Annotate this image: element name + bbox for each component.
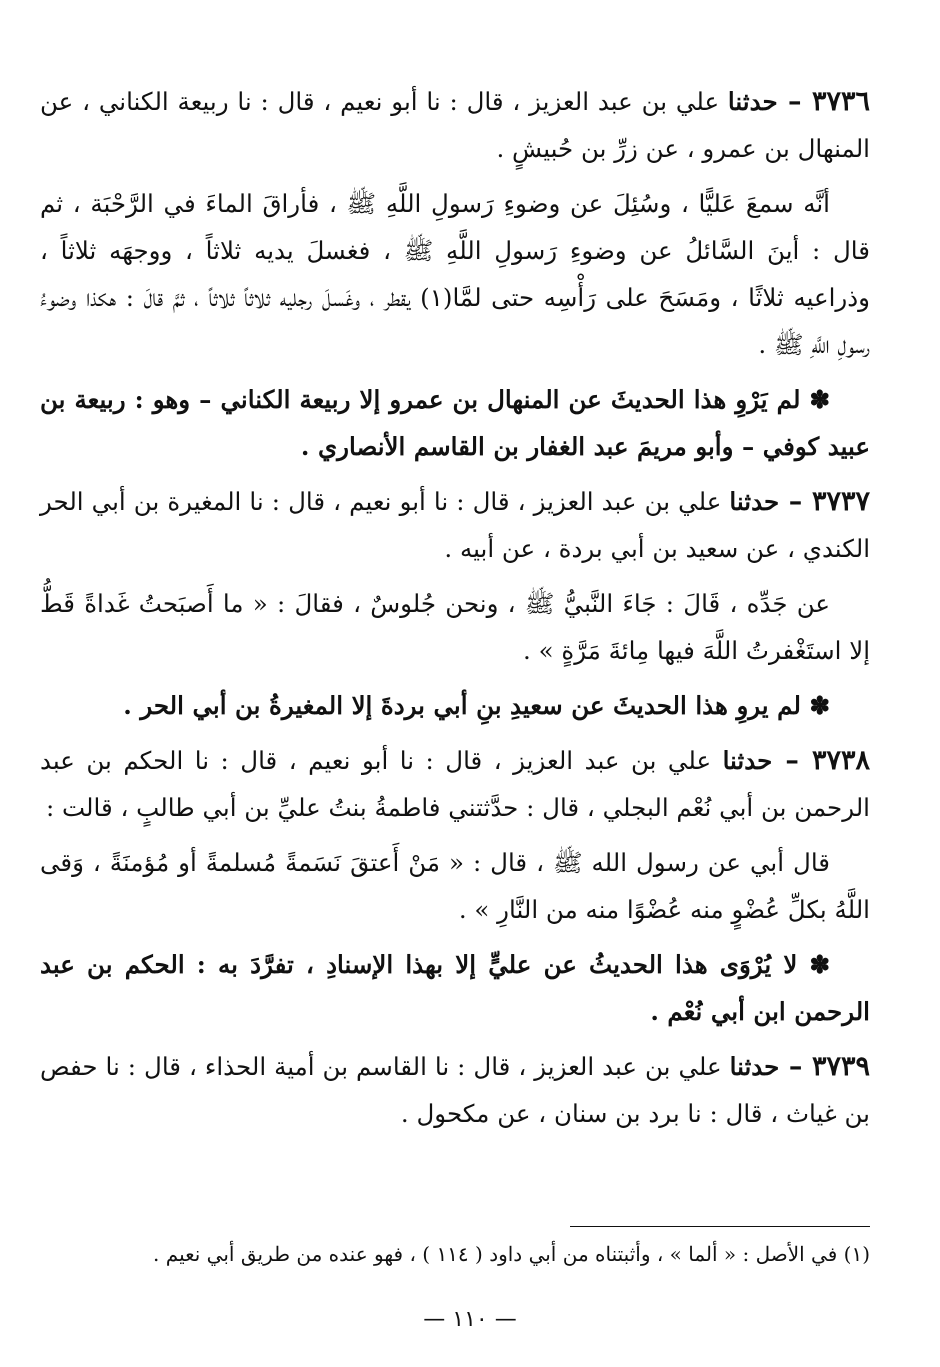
hadith-isnad: ٣٧٣٧ – حدثنا علي بن عبد العزيز ، قال : نا أبو نعيم ، قال : نا المغيرة بن أبي الحر الكندي ، عن سعيد بن أبي بردة ، عن أبيه . bbox=[40, 486, 870, 563]
hadith-isnad-text: علي بن عبد العزيز ، قال : نا أبو نعيم ، قال : نا الحكم بن عبد الرحمن بن أبي نُعْم البجلي ، قال : حدَّثتني فاطمةُ بنتُ عليِّ بن أبي طالبٍ ، قالت : bbox=[40, 746, 870, 822]
hadith-isnad-text: علي بن عبد العزيز ، قال : نا أبو نعيم ، قال : نا المغيرة بن أبي الحر الكندي ، عن سعيد بن أبي بردة ، عن أبيه . bbox=[40, 487, 870, 563]
hadith-commentary: ✽ لا يُرْوَى هذا الحديثُ عن عليٍّ إلا بهذا الإسنادِ ، تفرَّدَ به : الحكم بن عبد الرحمن ابن أبي نُعْم . bbox=[40, 950, 870, 1026]
hadith-isnad-text: علي بن عبد العزيز ، قال : نا أبو نعيم ، قال : نا ربيعة الكناني ، عن المنهال بن عمرو ، عن زرِّ بن حُبيشٍ . bbox=[40, 87, 870, 163]
hadith-matn: قال أبي عن رسول الله ﷺ ، قال : « مَنْ أَعتقَ نَسَمةً مُسلمةً أو مُؤمنَةً ، وَقى اللَّهُ بكلِّ عُضْوٍ منه عُضْوًا منه من النَّارِ » . bbox=[40, 848, 870, 924]
hadith-lead: حدثنا bbox=[729, 1052, 780, 1081]
hadith-number: ٣٧٣٦ bbox=[811, 86, 870, 117]
hadith-commentary: ✽ لم يروِ هذا الحديثَ عن سعيدِ بنِ أبي بردةَ إلا المغيرةُ بن أبي الحر . bbox=[123, 691, 830, 720]
hadith-lead: حدثنا bbox=[729, 487, 780, 516]
hadith-isnad: ٣٧٣٦ – حدثنا علي بن عبد العزيز ، قال : نا أبو نعيم ، قال : نا ربيعة الكناني ، عن المنهال بن عمرو ، عن زرِّ بن حُبيشٍ . bbox=[40, 86, 870, 163]
hadith-isnad: ٣٧٣٩ – حدثنا علي بن عبد العزيز ، قال : نا القاسم بن أمية الحذاء ، قال : نا حفص بن غياث ، قال : نا برد بن سنان ، عن مكحول . bbox=[40, 1051, 870, 1128]
page-body bbox=[40, 78, 870, 1145]
footnote-divider bbox=[570, 1226, 870, 1227]
hadith-lead: حدثنا bbox=[722, 746, 773, 775]
hadith-isnad-text: علي بن عبد العزيز ، قال : نا القاسم بن أمية الحذاء ، قال : نا حفص بن غياث ، قال : نا برد بن سنان ، عن مكحول . bbox=[40, 1052, 870, 1128]
hadith-number: ٣٧٣٨ bbox=[811, 745, 870, 776]
hadith-lead: حدثنا bbox=[727, 87, 778, 116]
hadith-matn: عن جَدِّه ، قَالَ : جَاءَ النَّبيُّ ﷺ ، ونحن جُلوسٌ ، فقالَ : « ما أَصبَحتُ غَداةً قَطُّ إلا استَغْفرتُ اللَّهَ فيها مِائةَ مَرَّةٍ » . bbox=[40, 589, 870, 665]
hadith-number: ٣٧٣٩ bbox=[811, 1051, 870, 1082]
hadith-matn: أنَّه سمعَ عَليًّا ، وسُئِلَ عن وضوءِ رَسولِ اللَّهِ ﷺ ، فأراقَ الماءَ في الرَّحْبَة ، ثم قال : أينَ السَّائلُ عن وضوءِ رَسولِ اللَّهِ ﷺ ، فغسلَ يديه ثلاثاً ، ووجهَه ثلاثاً ، وذراعيه ثلاثًا ، ومَسَحَ على رَأْسِه حتى لمَّا(١) يقطر ، وغَسلَ رجليه ثلاثاً ثلاثاً ، ثمَّ قالَ : هكذا وضوءُ رسولِ اللَّهِ ﷺ . bbox=[40, 189, 871, 359]
footnote: (١) في الأصل : « ألما » ، وأثبتناه من أبي داود ( ١١٤ ) ، فهو عنده من طريق أبي نعيم . bbox=[153, 1242, 870, 1266]
hadith-isnad: ٣٧٣٨ – حدثنا علي بن عبد العزيز ، قال : نا أبو نعيم ، قال : نا الحكم بن عبد الرحمن بن أبي نُعْم البجلي ، قال : حدَّثتني فاطمةُ بنتُ عليِّ بن أبي طالبٍ ، قالت : bbox=[40, 745, 870, 822]
hadith-number: ٣٧٣٧ bbox=[811, 486, 870, 517]
page-number: — ١١٠ — bbox=[423, 1307, 517, 1332]
hadith-commentary: ✽ لم يَرْوِ هذا الحديثَ عن المنهال بن عمرو إلا ربيعة الكناني – وهو : ربيعة بن عبيد كوفي – وأبو مريمَ عبد الغفار بن القاسم الأنصاري . bbox=[40, 385, 870, 461]
